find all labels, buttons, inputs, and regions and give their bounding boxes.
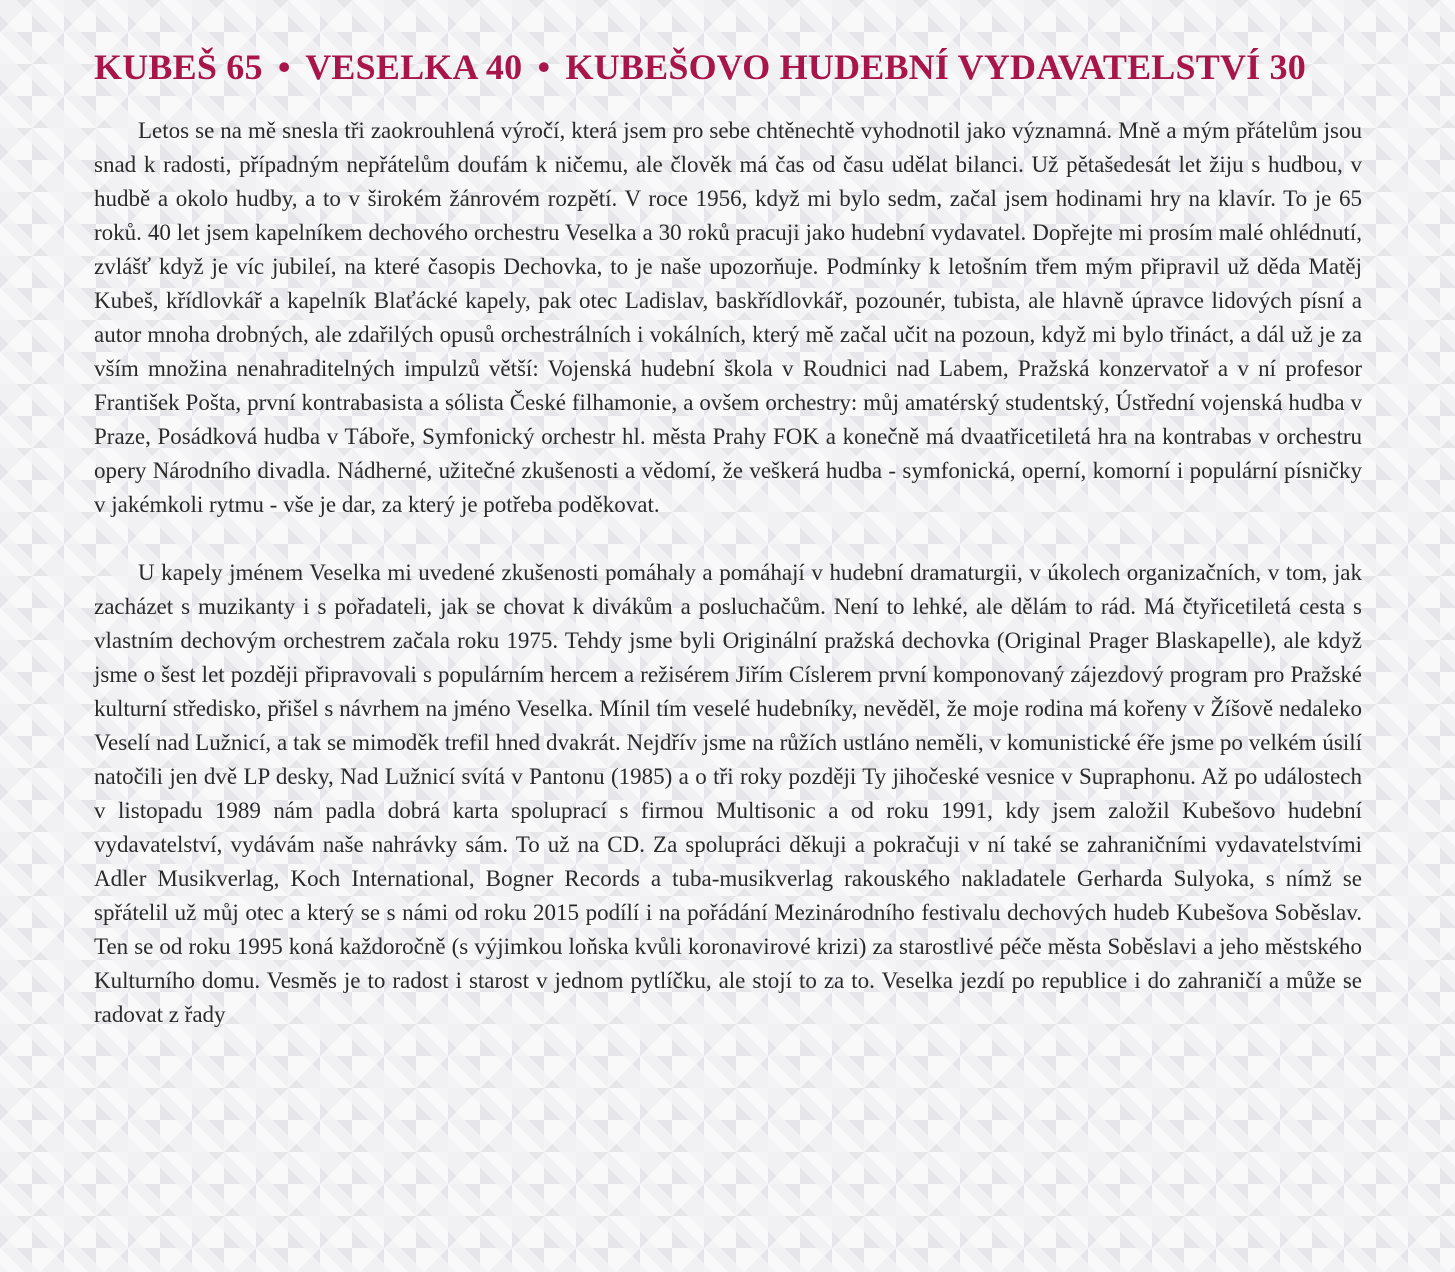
page-content bbox=[94, 40, 1362, 1032]
title-part-vydavatelstvi: KUBEŠOVO HUDEBNÍ VYDAVATELSTVÍ 30 bbox=[565, 47, 1306, 87]
paragraph: Letos se na mě snesla tři zaokrouhlená výročí, která jsem pro sebe chtěnechtě vyhodnotil jako významná. Mně a mým přátelům jsou snad k radosti, případným nepřátelům doufám k ničemu, ale člověk má čas od času udělat bilanci. Už pětašedesát let žiju s hudbou, v hudbě a okolo hudby, a to v širokém žánrovém rozpětí. V roce 1956, když mi bylo sedm, začal jsem hodinami hry na klavír. To je 65 roků. 40 let jsem kapelníkem dechového orchestru Veselka a 30 roků pracuji jako hudební vydavatel. Dopřejte mi prosím malé ohlédnutí, zvlášť když je víc jubileí, na které časopis Dechovka, to je naše upozorňuje. Podmínky k letošním třem mým připravil už děda Matěj Kubeš, křídlovkář a kapelník Blaťácké kapely, pak otec Ladislav, baskřídlovkář, pozounér, tubista, ale hlavně úpravce lidových písní a autor mnoha drobných, ale zdařilých opusů orchestrálních i vokálních, který mě začal učit na pozoun, když mi bylo třináct, a dál už je za vším množina nenahraditelných impulzů větší: Vojenská hudební škola v Roudnici nad Labem, Pražská konzervatoř a v ní profesor František Pošta, první kontrabasista a sólista České filhamonie, a ovšem orchestry: můj amatérský studentský, Ústřední vojenská hudba v Praze, Posádková hudba v Táboře, Symfonický orchestr hl. města Prahy FOK a konečně má dvaatřicetiletá hra na kontrabas v orchestru opery Národního divadla. Nádherné, užitečné zkušenosti a vědomí, že veškerá hudba - symfonická, operní, komorní i populární písničky v jakémkoli rytmu - vše je dar, za který je potřeba poděkovat. bbox=[94, 118, 1362, 517]
title-part-veselka: VESELKA 40 bbox=[305, 47, 523, 87]
title-part-kubes: KUBEŠ 65 bbox=[94, 47, 263, 87]
article-body bbox=[94, 114, 1362, 1032]
paragraph: U kapely jménem Veselka mi uvedené zkušenosti pomáhaly a pomáhají v hudební dramaturgii, v úkolech organizačních, v tom, jak zacházet s muzikanty i s pořadateli, jak se chovat k divákům a posluchačům. Není to lehké, ale dělám to rád. Má čtyřicetiletá cesta s vlastním dechovým orchestrem začala roku 1975. Tehdy jsme byli Originální pražská dechovka (Original Prager Blaskapelle), ale když jsme o šest let později připravovali s populárním hercem a režisérem Jiřím Císlerem první komponovaný zájezdový program pro Pražské kulturní středisko, přišel s návrhem na jméno Veselka. Mínil tím veselé hudebníky, nevěděl, že moje rodina má kořeny v Žíšově nedaleko Veselí nad Lužnicí, a tak se mimoděk trefil hned dvakrát. Nejdřív jsme na růžích ustláno neměli, v komunistické éře jsme po velkém úsilí natočili jen dvě LP desky, Nad Lužnicí svítá v Pantonu (1985) a o tři roky později Ty jihočeské vesnice v Supraphonu. Až po událostech v listopadu 1989 nám padla dobrá karta spoluprací s firmou Multisonic a od roku 1991, kdy jsem založil Kubešovo hudební vydavatelství, vydávám naše nahrávky sám. To už na CD. Za spolupráci děkuji a pokračuji v ní také se zahraničními vydavatelstvími Adler Musikverlag, Koch International, Bogner Records a tuba-musikverlag rakouského nakladatele Gerharda Sulyoka, s nímž se spřátelil už můj otec a který se s námi od roku 2015 podílí i na pořádání Mezinárodního festivalu dechových hudeb Kubešova Soběslav. Ten se od roku 1995 koná každoročně (s výjimkou loňska kvůli koronavirové krizi) za starostlivé péče města Soběslavi a jeho městského Kulturního domu. Vesměs je to radost i starost v jednom pytlíčku, ale stojí to za to. Veselka jezdí po republice i do zahraničí a může se radovat z řady bbox=[94, 560, 1362, 1027]
page-title bbox=[94, 40, 1362, 94]
title-separator: • bbox=[277, 47, 291, 87]
title-separator: • bbox=[537, 47, 551, 87]
